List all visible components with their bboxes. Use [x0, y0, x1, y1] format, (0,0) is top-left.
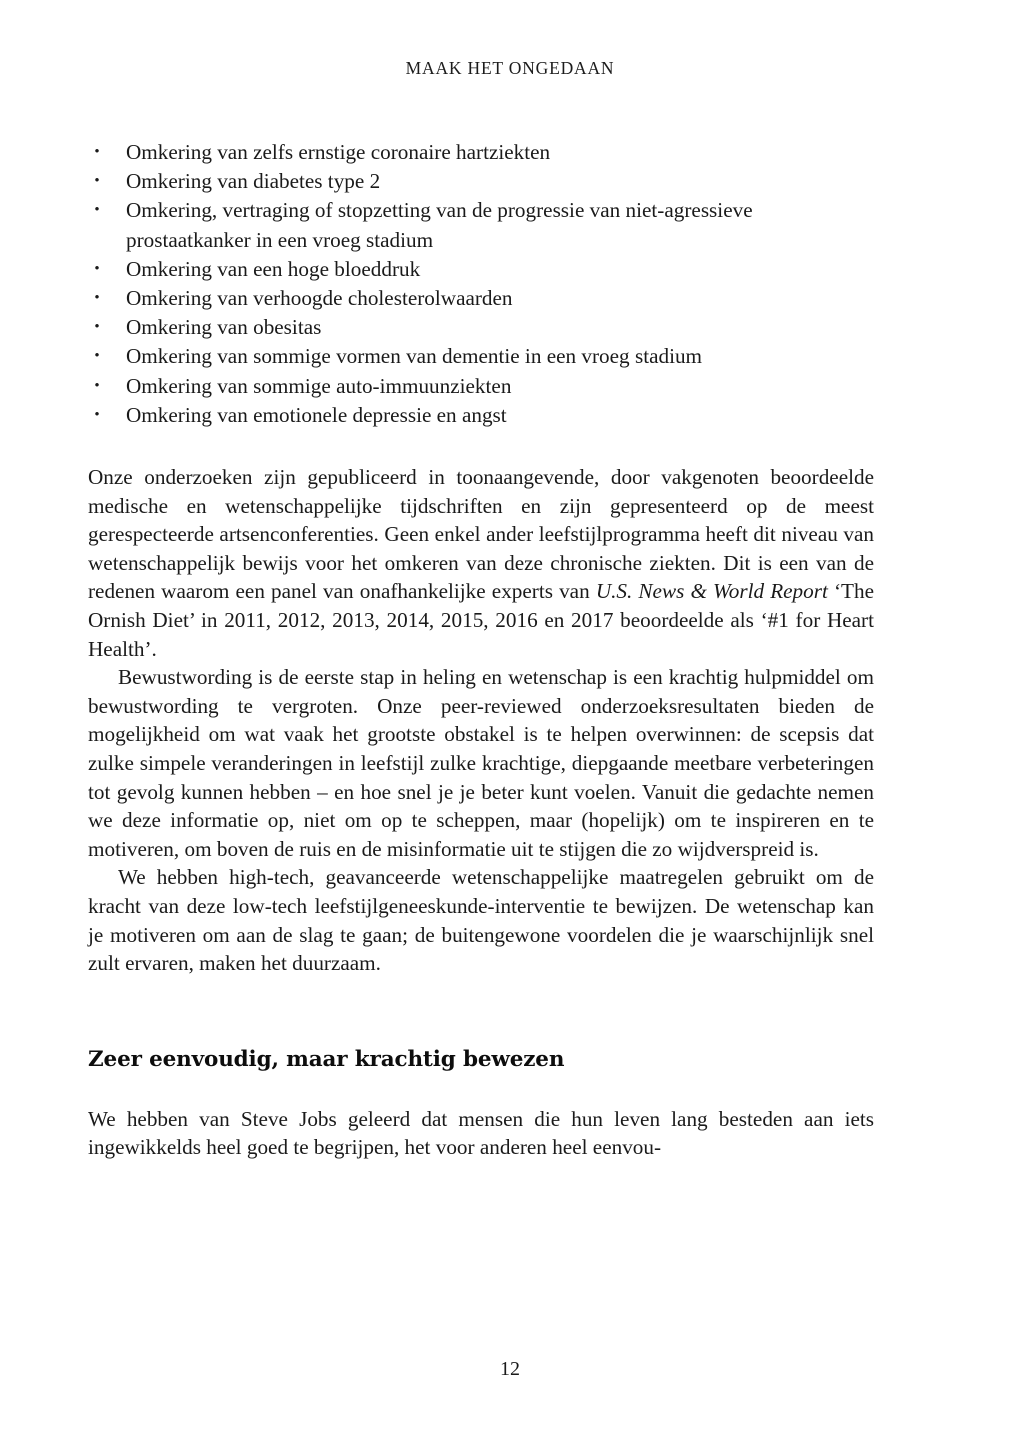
bullet-point-icon: •	[94, 290, 100, 307]
list-item	[88, 372, 874, 401]
list-item	[88, 342, 874, 371]
list-item-label: Omkering van emotionele depressie en angst	[126, 402, 507, 427]
paragraph-steve-jobs: We hebben van Steve Jobs geleerd dat mensen die hun leven lang besteden aan iets ingewikkelds heel goed te begrijpen, het voor anderen heel eenvou-	[88, 1106, 874, 1160]
running-head: MAAK HET ONGEDAAN	[405, 58, 615, 78]
list-item	[88, 138, 874, 167]
paragraph-high-tech-measures: We hebben high-tech, geavanceerde wetenschappelijke maatregelen gebruikt om de kracht van deze low-tech leefstijlgeneeskunde-interventie te bewijzen. De wetenschap kan je motiveren om aan de slag te gaan; de buitengewone voordelen die je waarschijnlijk snel zult ervaren, maken het duurzaam.	[88, 865, 874, 976]
list-item	[88, 313, 874, 342]
bullet-point-icon: •	[94, 348, 100, 365]
paragraph-research-published	[88, 463, 874, 663]
bullet-point-icon: •	[94, 144, 100, 160]
bullet-point-icon: •	[94, 406, 100, 423]
paragraph-text-lead: Onze onderzoeken zijn gepubliceerd in toonaangevende, door vakgenoten beoordeelde medische en wetenschappelijke tijdschriften en zijn gepresenteerd op de meest gerespecteerde artsenconferenties. Geen enkel ander leefstijlprogramma heeft dit niveau van wetenschappelijk bewijs voor het omkeren van deze chronische ziekten. Dit is een van de redenen waarom een panel van onafhankelijke experts van	[88, 465, 874, 604]
bullet-point-icon: •	[94, 377, 100, 394]
list-item	[88, 284, 874, 313]
paragraph-awareness: Bewustwording is de eerste stap in heling en wetenschap is een krachtig hulpmiddel om bewustwording te vergroten. Onze peer-reviewed onderzoeksresultaten bieden de mogelijkheid om wat vaak het grootste obstakel is te helpen overwinnen: de scepsis dat zulke simpele veranderingen in leefstijl zulke krachtige, diepgaande meetbare verbeteringen tot gevolg kunnen hebben – en hoe snel je je beter kunt voelen. Vanuit die gedachte nemen we deze informatie op, niet om op te scheppen, maar (hopelijk) om te inspireren en te motiveren, om boven de ruis en de misinformatie uit te stijgen die zo wijdverspreid is.	[88, 665, 874, 861]
bullet-point-icon: •	[94, 202, 100, 219]
bullet-point-icon: •	[94, 319, 100, 336]
list-item-label: Omkering van zelfs ernstige coronaire hartziekten	[126, 140, 551, 164]
list-item	[88, 196, 874, 254]
page-number: 12	[500, 1358, 520, 1380]
list-item-label: Omkering, vertraging of stopzetting van de progressie van niet-agressieve prostaatkanker in een vroeg stadium	[126, 198, 753, 252]
list-item-label: Omkering van sommige auto-immuunziekten	[126, 373, 512, 398]
list-item-label: Omkering van obesitas	[126, 315, 322, 340]
paragraph-text-tail: ‘The Ornish Diet’ in 2011, 2012, 2013, 2014, 2015, 2016 en 2017 beoordeelde als ‘#1 for Heart Health’.	[88, 579, 874, 661]
list-item-label: Omkering van verhoogde cholesterolwaarden	[126, 286, 513, 311]
bullet-point-icon: •	[94, 173, 100, 190]
benefits-bullet-list	[88, 138, 874, 430]
list-item-label: Omkering van een hoge bloeddruk	[126, 256, 421, 281]
text-column	[88, 138, 874, 1162]
list-item-label: Omkering van diabetes type 2	[126, 169, 381, 194]
bullet-point-icon: •	[94, 260, 100, 277]
section-heading: Zeer eenvoudig, maar krachtig bewezen	[88, 1046, 565, 1072]
publication-title-italic: U.S. News & World Report	[595, 579, 828, 604]
list-item	[88, 167, 874, 196]
list-item	[88, 255, 874, 284]
list-item	[88, 401, 874, 430]
list-item-label: Omkering van sommige vormen van dementie in een vroeg stadium	[126, 344, 703, 369]
